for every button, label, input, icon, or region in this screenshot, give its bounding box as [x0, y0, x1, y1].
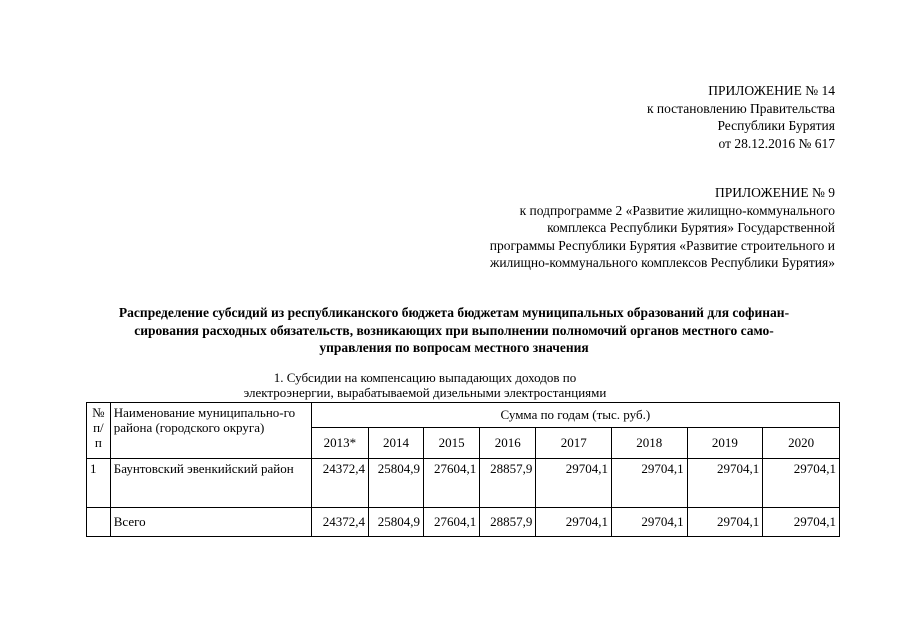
appendix-9-line: жилищно-коммунального комплексов Республики Бурятия» [490, 255, 835, 270]
header-year: 2017 [536, 428, 612, 459]
appendix-14-header [647, 82, 835, 152]
title-line: управления по вопросам местного значения [319, 340, 589, 355]
title-line: сирования расходных обязательств, возникающих при выполнении полномочий органов местного само- [134, 322, 774, 338]
header-number: № п/п [87, 403, 111, 459]
table-caption [220, 371, 630, 400]
row-value: 24372,4 [311, 459, 368, 508]
header-year: 2020 [763, 428, 840, 459]
appendix-14-date: от 28.12.2016 № 617 [718, 135, 835, 151]
title-line: Распределение субсидий из республиканского бюджета бюджетам муниципальных образований для софинан- [118, 305, 790, 320]
total-value: 29704,1 [687, 508, 763, 537]
header-year: 2016 [480, 428, 536, 459]
row-municipality: Всего [110, 508, 311, 537]
header-year: 2015 [424, 428, 480, 459]
total-value: 29704,1 [612, 508, 688, 537]
total-value: 29704,1 [536, 508, 612, 537]
appendix-9-line: комплекса Республики Бурятия» Государственной [547, 220, 835, 235]
caption-line: электроэнергии, вырабатываемой дизельными электростанциями [243, 384, 607, 400]
header-year: 2013* [311, 428, 368, 459]
row-value: 25804,9 [368, 459, 423, 508]
header-municipality: Наименование муниципально-го района (городского округа) [110, 403, 311, 459]
row-value: 28857,9 [480, 459, 536, 508]
appendix-9-line: к подпрограмме 2 «Развитие жилищно-коммунального [519, 202, 835, 218]
total-value: 24372,4 [311, 508, 368, 537]
caption-line: 1. Субсидии на компенсацию выпадающих доходов по [273, 370, 577, 385]
row-value: 29704,1 [763, 459, 840, 508]
row-number [87, 508, 111, 537]
appendix-9-title: ПРИЛОЖЕНИЕ № 9 [714, 185, 835, 200]
total-value: 27604,1 [424, 508, 480, 537]
row-value: 29704,1 [687, 459, 763, 508]
document-title [70, 304, 838, 357]
header-sum-by-year: Сумма по годам (тыс. руб.) [311, 403, 839, 428]
total-value: 28857,9 [480, 508, 536, 537]
row-value: 29704,1 [612, 459, 688, 508]
subsidy-table [86, 402, 840, 537]
row-value: 29704,1 [536, 459, 612, 508]
header-year: 2019 [687, 428, 763, 459]
table-row [87, 459, 840, 508]
row-number: 1 [87, 459, 111, 508]
total-value: 29704,1 [763, 508, 840, 537]
table-header-row [87, 403, 840, 428]
appendix-9-line: программы Республики Бурятия «Развитие строительного и [489, 237, 835, 253]
header-year: 2018 [612, 428, 688, 459]
appendix-14-line: к постановлению Правительства [646, 100, 835, 116]
appendix-14-line: Республики Бурятия [717, 118, 835, 133]
total-value: 25804,9 [368, 508, 423, 537]
row-value: 27604,1 [424, 459, 480, 508]
appendix-14-title: ПРИЛОЖЕНИЕ № 14 [708, 83, 835, 98]
appendix-9-header [490, 184, 835, 272]
header-year: 2014 [368, 428, 423, 459]
row-municipality: Баунтовский эвенкийский район [110, 459, 311, 508]
table-total-row [87, 508, 840, 537]
